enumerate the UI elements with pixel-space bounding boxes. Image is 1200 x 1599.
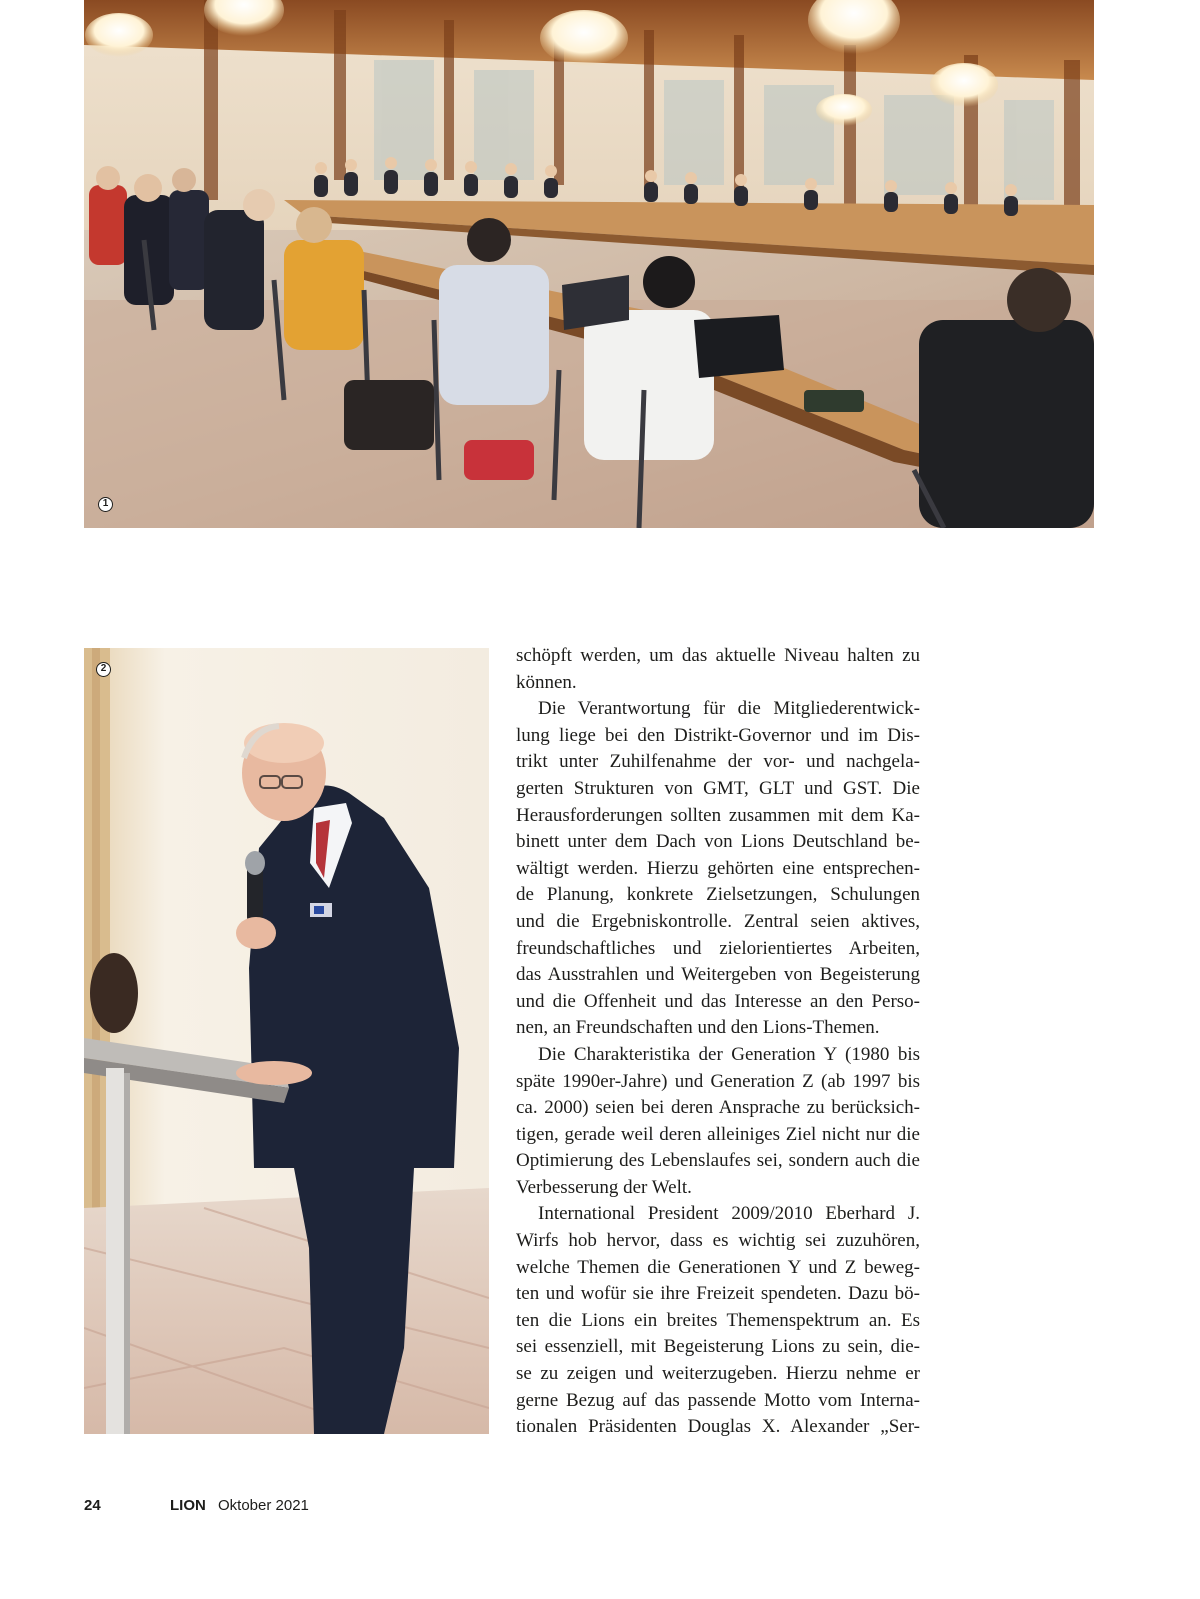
text-line: ten und wofür sie ihre Freizeit spendeten. Dazu bö- bbox=[516, 1283, 920, 1305]
text-line: Die Charakteristika der Generation Y (1980 bis bbox=[538, 1043, 920, 1065]
text-line: tionalen Präsidenten Douglas X. Alexander „Ser- bbox=[516, 1416, 920, 1438]
text-line: wältigt werden. Hierzu gehörten eine entsprechen- bbox=[516, 857, 920, 879]
text-line: und die Ergebniskontrolle. Zentral seien aktives, bbox=[516, 910, 920, 932]
text-line: späte 1990er-Jahre) und Generation Z (ab 1997 bis bbox=[516, 1070, 920, 1092]
text-line: International President 2009/2010 Eberhard J. bbox=[538, 1203, 920, 1225]
text-line: Verbesserung der Welt. bbox=[516, 1176, 692, 1198]
paragraph-4 bbox=[516, 1201, 920, 1440]
text-line: ten die Lions ein breites Themenspektrum an. Es bbox=[516, 1309, 920, 1331]
text-line: Die Verantwortung für die Mitgliederentwick- bbox=[538, 698, 920, 720]
text-line: trikt unter Zuhilfenahme der vor- und nachgela- bbox=[516, 751, 920, 773]
text-line: tigen, gerade weil deren alleiniges Ziel nicht nur die bbox=[516, 1123, 920, 1145]
speaker-photo bbox=[84, 648, 489, 1434]
text-line: nen, an Freundschaften und den Lions-Themen. bbox=[516, 1017, 880, 1039]
text-line: de Planung, konkrete Zielsetzungen, Schulungen bbox=[516, 884, 920, 906]
conference-room-photo bbox=[84, 0, 1094, 528]
text-line: freundschaftliches und zielorientiertes Arbeiten, bbox=[516, 937, 920, 959]
text-line: welche Themen die Generationen Y und Z beweg- bbox=[516, 1256, 920, 1278]
paragraph-3 bbox=[516, 1042, 920, 1202]
text-line: Herausforderungen sollten zusammen mit dem Ka- bbox=[516, 804, 920, 826]
photo-marker-2: 2 bbox=[96, 662, 111, 677]
text-line: sei essenziell, mit Begeisterung Lions zu sein, die- bbox=[516, 1336, 920, 1358]
text-line: Wirfs hob hervor, dass es wichtig sei zuzuhören, bbox=[516, 1230, 920, 1252]
page-number: 24 bbox=[84, 1497, 101, 1514]
paragraph-1 bbox=[516, 643, 920, 696]
photo-marker-1: 1 bbox=[98, 497, 113, 512]
article-text bbox=[516, 643, 920, 1441]
text-line: und die Offenheit und das Interesse an den Perso- bbox=[516, 990, 920, 1012]
paragraph-2 bbox=[516, 696, 920, 1042]
issue-date: Oktober 2021 bbox=[218, 1497, 309, 1514]
text-line: binett unter dem Dach von Lions Deutschland be- bbox=[516, 831, 920, 853]
text-line: se zu zeigen und weiterzugeben. Hierzu nehme er bbox=[516, 1363, 920, 1385]
text-line: können. bbox=[516, 671, 577, 693]
text-line: das Ausstrahlen und Weitergeben von Begeisterung bbox=[516, 964, 920, 986]
magazine-name: LION bbox=[170, 1497, 206, 1514]
text-line: schöpft werden, um das aktuelle Niveau halten zu bbox=[516, 645, 920, 666]
text-line: ca. 2000) seien bei deren Ansprache zu berücksich- bbox=[516, 1097, 920, 1119]
text-line: gerten Strukturen von GMT, GLT und GST. Die bbox=[516, 777, 920, 799]
text-line: gerne Bezug auf das passende Motto vom Interna- bbox=[516, 1389, 920, 1411]
text-line: lung liege bei den Distrikt-Governor und im Dis- bbox=[516, 724, 920, 746]
text-line: Optimierung des Lebenslaufes sei, sondern auch die bbox=[516, 1150, 920, 1172]
